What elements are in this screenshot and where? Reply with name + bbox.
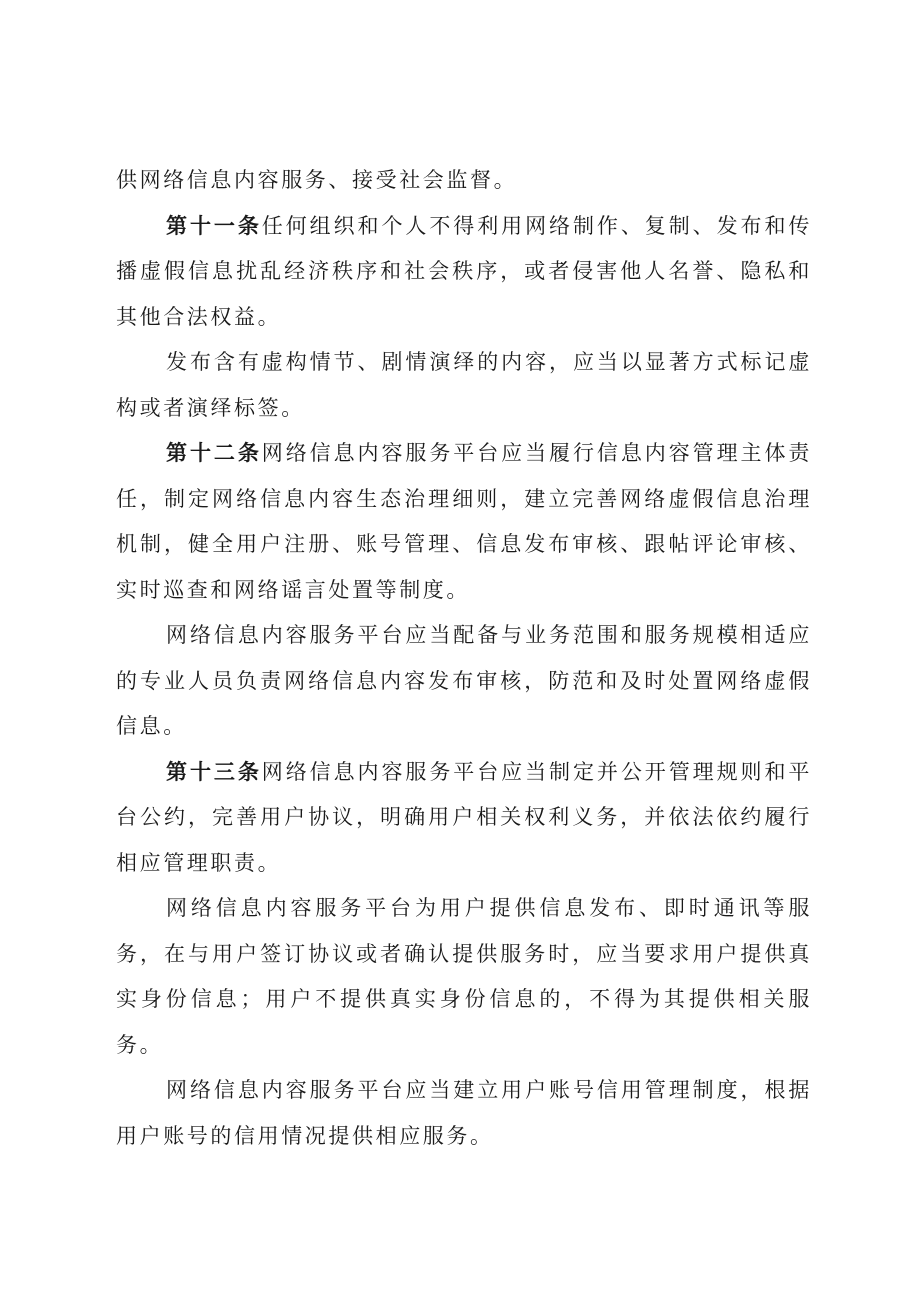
article-11-sub-paragraph bbox=[116, 340, 812, 431]
paragraph-text: 网络信息内容服务平台应当履行信息内容管理主体责任，制定网络信息内容生态治理细则，建立完善网络虚假信息治理机制，健全用户注册、账号管理、信息发布审核、跟帖评论审核、实时巡查和网络谣言处置等制度。 bbox=[116, 441, 812, 602]
article-13-sub-paragraph-2 bbox=[116, 1068, 812, 1159]
paragraph-text: 网络信息内容服务平台应当配备与业务范围和服务规模相适应的专业人员负责网络信息内容发布审核，防范和及时处置网络虚假信息。 bbox=[116, 623, 812, 738]
paragraph-text: 供网络信息内容服务、接受社会监督。 bbox=[116, 168, 518, 192]
article-12-sub-paragraph bbox=[116, 613, 812, 750]
article-13-sub-paragraph-1 bbox=[116, 886, 812, 1068]
paragraph-continuation bbox=[116, 158, 812, 204]
article-number: 第十三条 bbox=[166, 759, 262, 784]
paragraph-text: 任何组织和个人不得利用网络制作、复制、发布和传播虚假信息扰乱经济秩序和社会秩序，或者侵害他人名誉、隐私和其他合法权益。 bbox=[116, 213, 812, 329]
document-page bbox=[116, 158, 812, 1159]
article-13-paragraph bbox=[116, 750, 812, 887]
paragraph-text: 网络信息内容服务平台应当建立用户账号信用管理制度，根据用户账号的信用情况提供相应服务。 bbox=[116, 1078, 812, 1148]
paragraph-text: 发布含有虚构情节、剧情演绎的内容，应当以显著方式标记虚构或者演绎标签。 bbox=[116, 350, 812, 420]
paragraph-text: 网络信息内容服务平台应当制定并公开管理规则和平台公约，完善用户协议，明确用户相关权利义务，并依法依约履行相应管理职责。 bbox=[116, 759, 812, 875]
article-12-paragraph bbox=[116, 431, 812, 613]
article-number: 第十一条 bbox=[166, 213, 262, 238]
paragraph-text: 网络信息内容服务平台为用户提供信息发布、即时通讯等服务，在与用户签订协议或者确认提供服务时，应当要求用户提供真实身份信息；用户不提供真实身份信息的，不得为其提供相关服务。 bbox=[116, 896, 812, 1057]
article-number: 第十二条 bbox=[166, 441, 262, 465]
article-11-paragraph bbox=[116, 204, 812, 341]
